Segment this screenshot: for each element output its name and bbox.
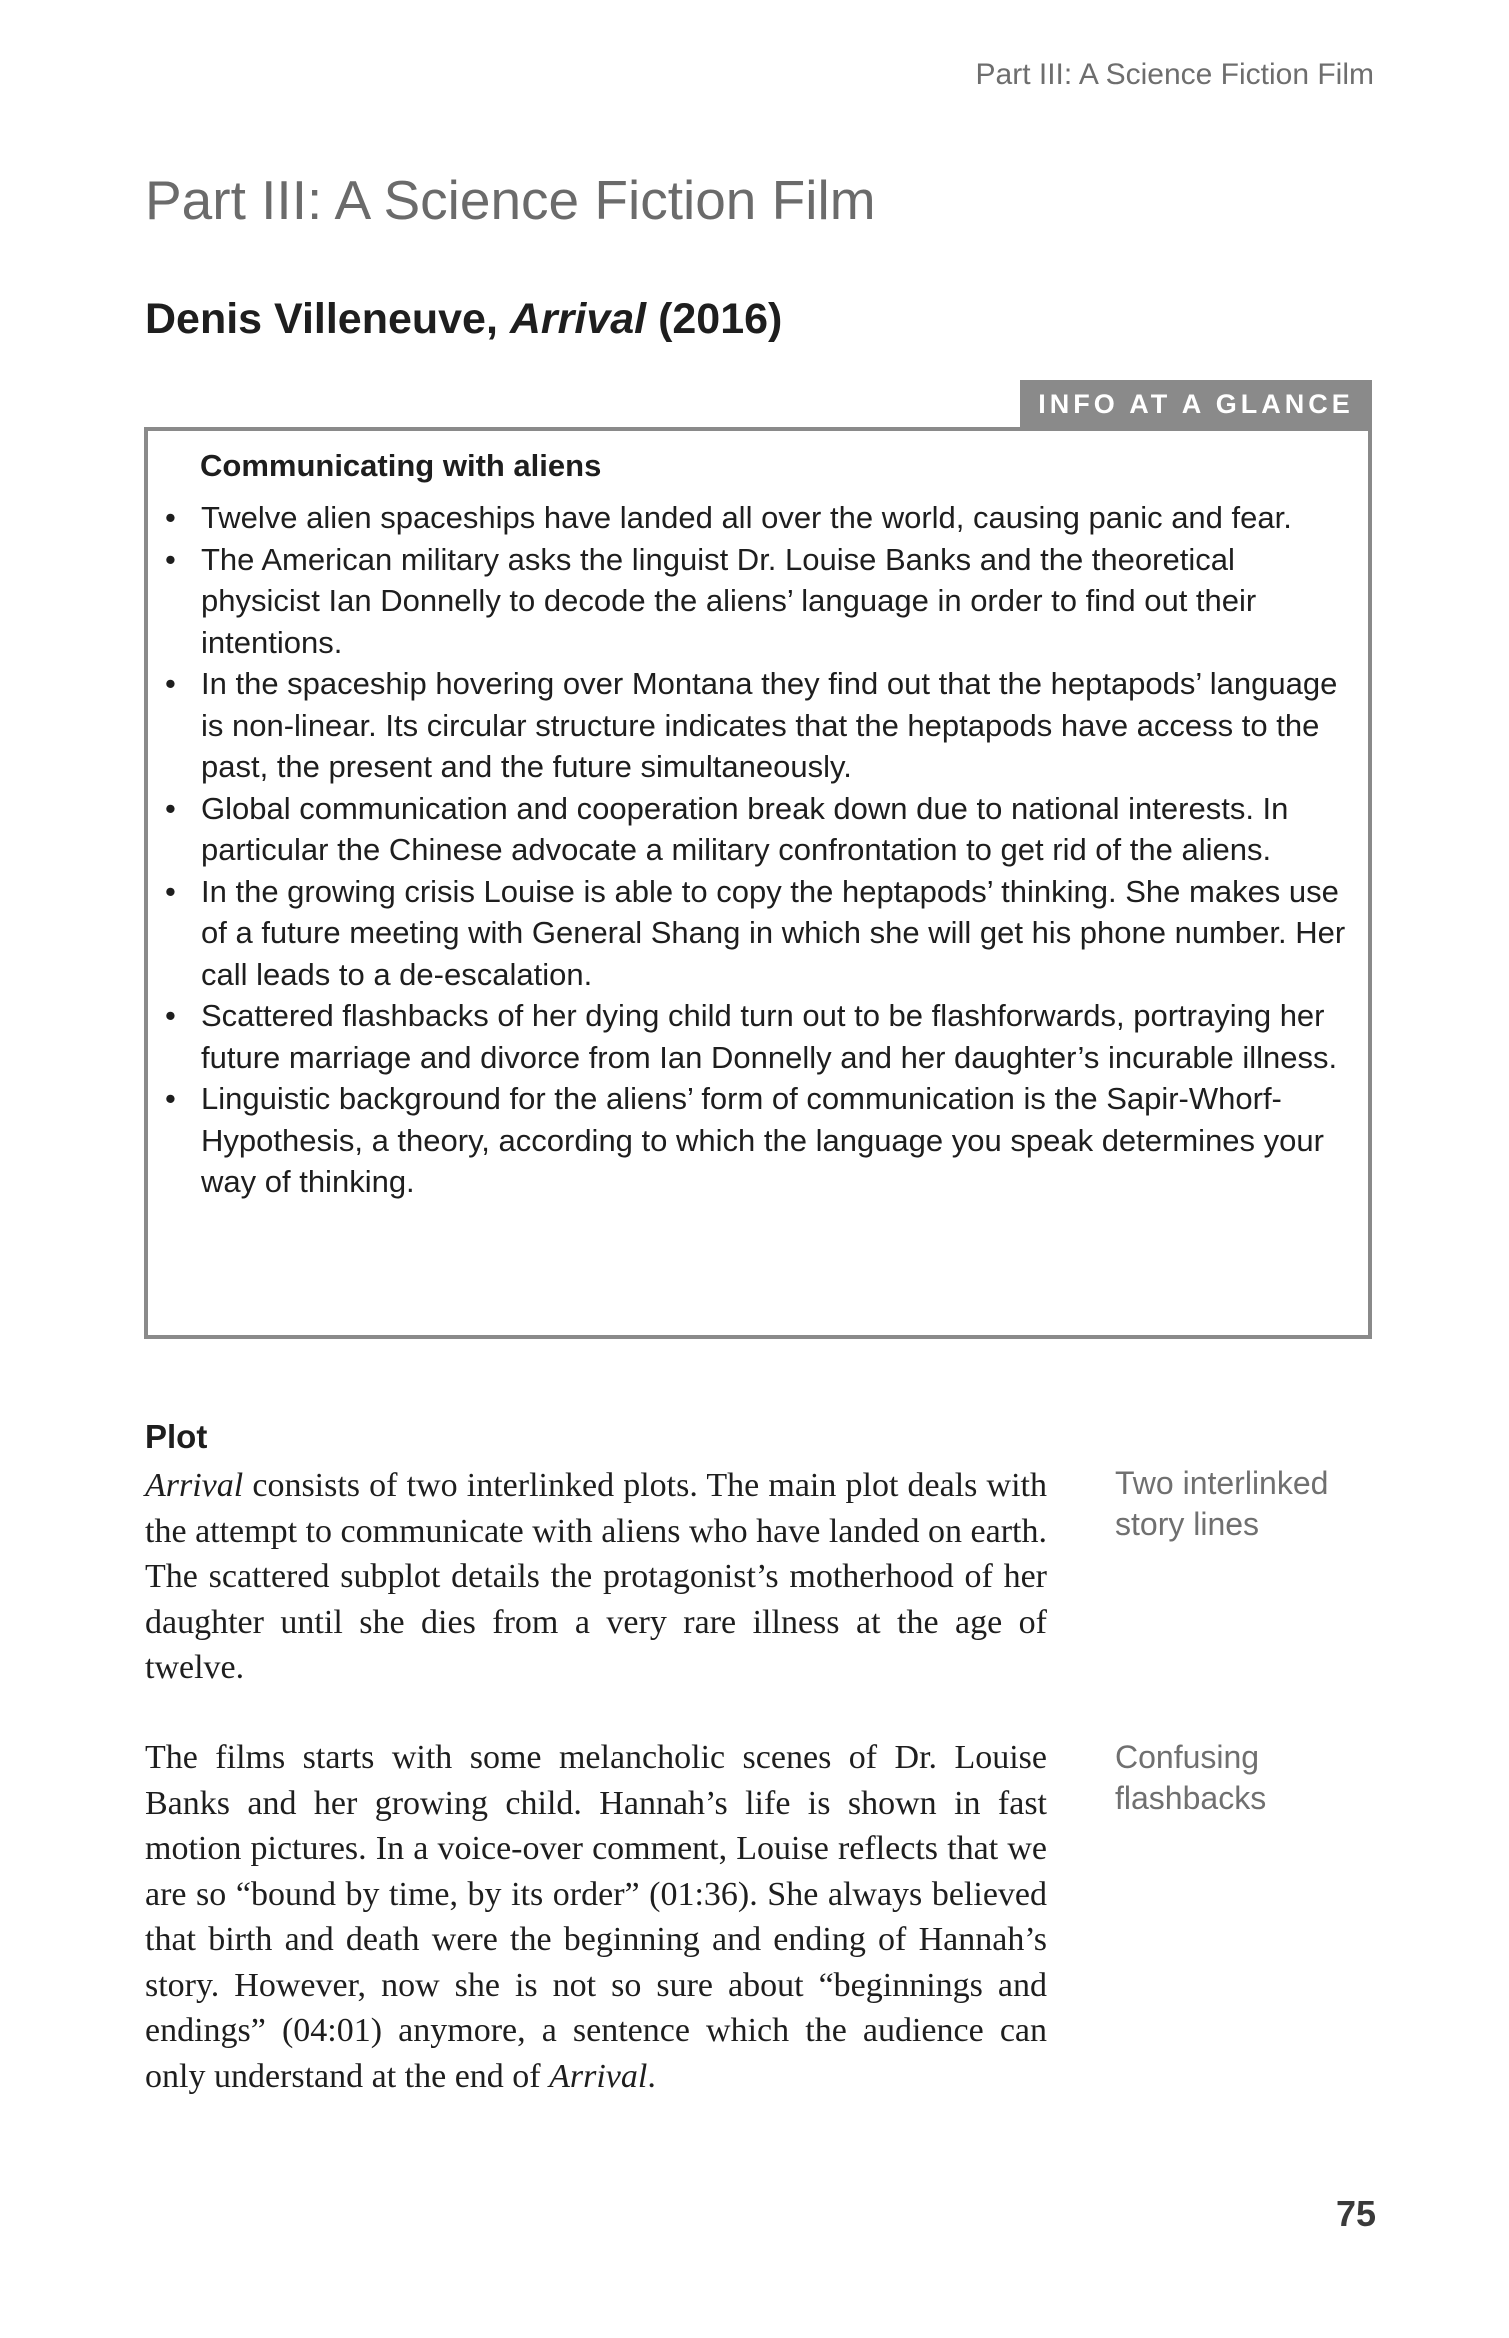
list-item [165, 497, 1360, 539]
paragraph-text: The films starts with some melancholic scenes of Dr. Louise Banks and her growing child. Hannah’s life is shown in fast motion pictures. In a voice-over comment, Louise reflects that we are so “bound by time, by its order” (01:36). She always believed that birth and death were the beginning and ending of Hannah’s story. However, now she is not so sure about “beginnings and endings” (04:01) anymore, a sentence which the audience can only understand at the end of [145, 1739, 1047, 2095]
paragraph-text: consists of two interlinked plots. The main plot deals with the attempt to communicate with aliens who have landed on earth. The scattered subplot details the protagonist’s motherhood of her daughter until she dies from a very rare illness at the age of twelve. [145, 1467, 1047, 1686]
bullet-text: In the spaceship hovering over Montana they find out that the heptapods’ language is non-linear. Its circular structure indicates that the heptapods have access to the past, the present and the future simultaneously. [201, 666, 1338, 784]
bullet-icon: • [165, 790, 176, 826]
list-item [165, 539, 1360, 664]
film-director: Denis Villeneuve, [145, 295, 510, 343]
running-header: Part III: A Science Fiction Film [975, 58, 1374, 91]
bullet-text: The American military asks the linguist Dr. Louise Banks and the theoretical physicist Ian Donnelly to decode the aliens’ language in order to find out their intentions. [201, 541, 1257, 660]
info-box-heading: Communicating with aliens [200, 448, 602, 483]
plot-paragraph-2 [145, 1735, 1047, 2099]
bullet-text: In the growing crisis Louise is able to copy the heptapods’ thinking. She makes use of a future meeting with General Shang in which she will get his phone number. Her call leads to a de-escalation. [201, 873, 1346, 992]
bullet-icon: • [165, 1081, 176, 1116]
list-item [165, 788, 1360, 871]
info-box-list [165, 497, 1360, 1203]
plot-heading: Plot [145, 1418, 208, 1455]
plot-paragraph-1 [145, 1463, 1047, 1691]
paragraph-italic-title: Arrival [145, 1467, 244, 1504]
film-name: Arrival [509, 295, 647, 343]
bullet-icon: • [165, 666, 176, 701]
paragraph-italic-title: Arrival [549, 2057, 648, 2095]
info-at-a-glance-tab: INFO AT A GLANCE [1020, 380, 1372, 428]
margin-note: Confusing flashbacks [1115, 1739, 1267, 1816]
bullet-icon: • [165, 500, 176, 535]
film-title [145, 295, 782, 344]
bullet-icon: • [165, 998, 176, 1033]
margin-note: Two interlinked story lines [1115, 1465, 1329, 1542]
bullet-icon: • [165, 873, 176, 909]
list-item [165, 871, 1360, 996]
list-item [165, 663, 1360, 788]
list-item [165, 995, 1360, 1078]
bullet-icon: • [165, 541, 176, 577]
bullet-text: Twelve alien spaceships have landed all over the world, causing panic and fear. [201, 500, 1292, 535]
bullet-text: Linguistic background for the aliens’ form of communication is the Sapir-Whorf-Hypothesis, a theory, according to which the language you speak determines your way of thinking. [201, 1081, 1324, 1199]
paragraph-end: . [647, 2057, 656, 2095]
bullet-text: Global communication and cooperation break down due to national interests. In particular the Chinese advocate a military confrontation to get rid of the aliens. [201, 790, 1289, 867]
list-item [165, 1078, 1360, 1203]
page-number: 75 [1335, 2193, 1376, 2234]
film-year: (2016) [646, 295, 783, 343]
part-title: Part III: A Science Fiction Film [145, 169, 876, 231]
bullet-text: Scattered flashbacks of her dying child turn out to be flashforwards, portraying her future marriage and divorce from Ian Donnelly and her daughter’s incurable illness. [201, 998, 1338, 1075]
